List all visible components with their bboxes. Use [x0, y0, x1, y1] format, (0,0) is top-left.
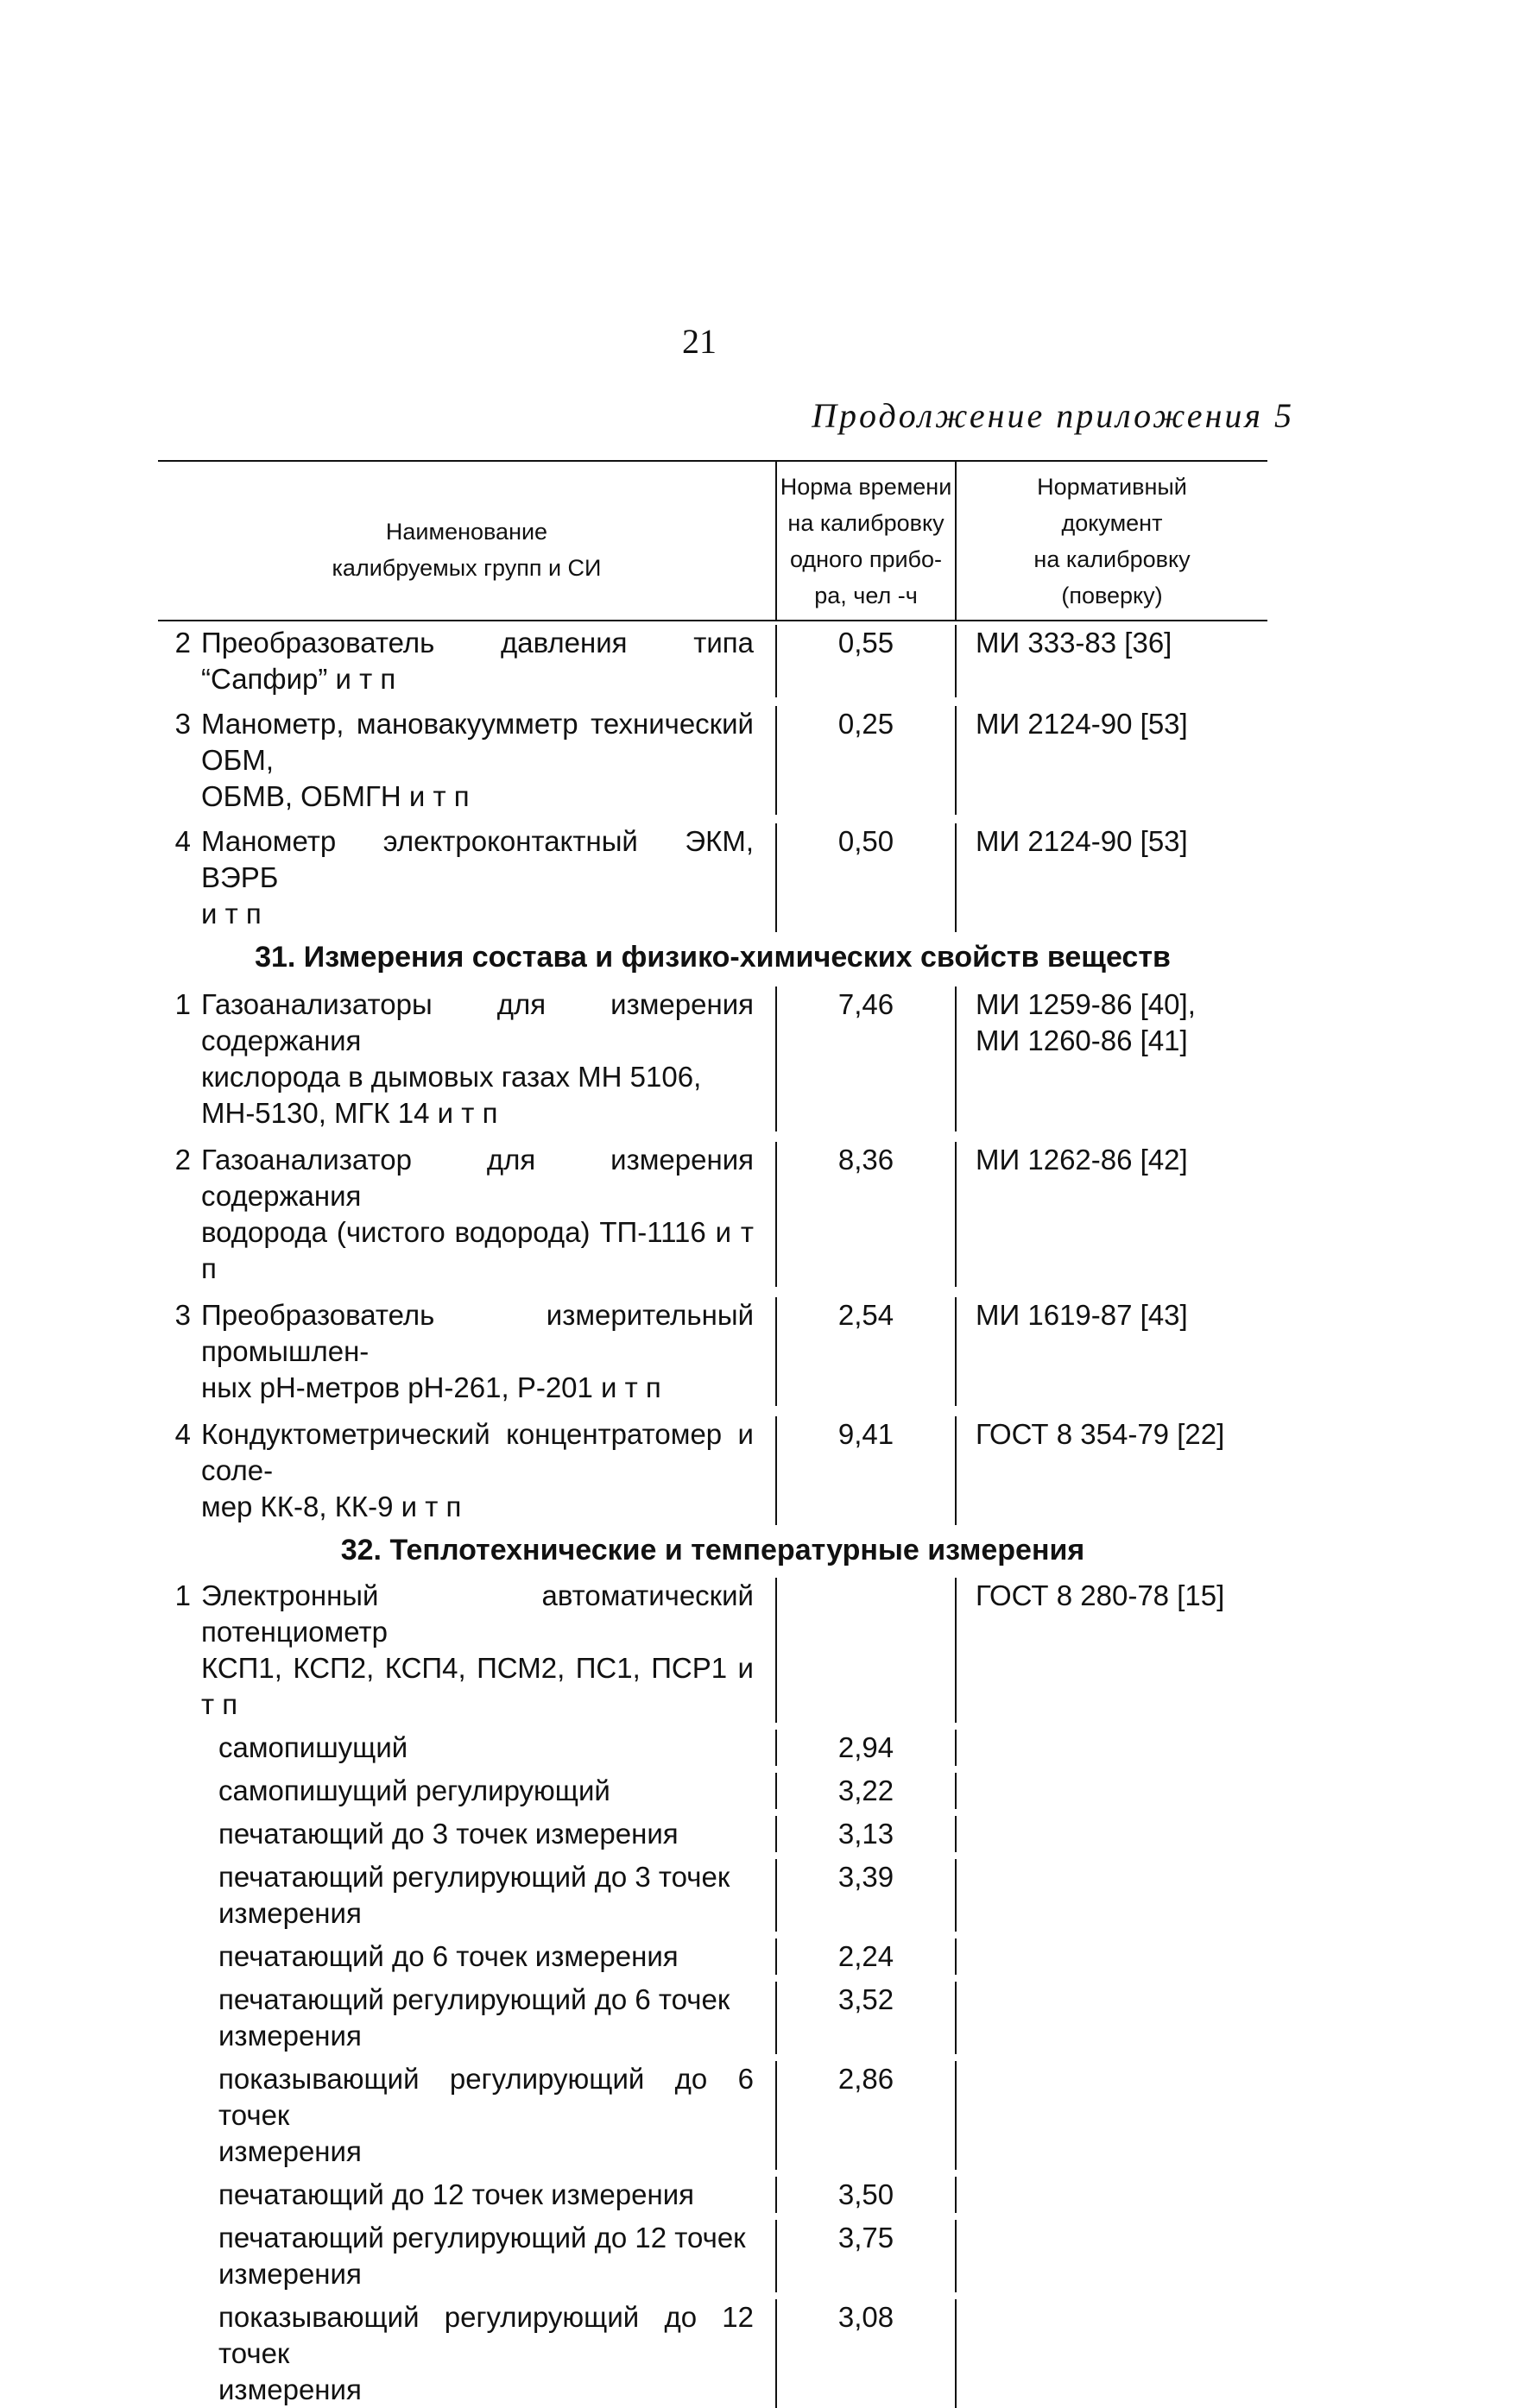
doc-line: МИ 1619-87 [43] [976, 1299, 1188, 1331]
table-row [158, 1932, 1267, 1975]
header-line: (поверку) [1061, 582, 1163, 608]
name-line: показывающий регулирующий до 6 точек [218, 2063, 754, 2131]
table-row [158, 1406, 1267, 1525]
doc-line: МИ 2124-90 [53] [976, 825, 1188, 857]
cell-name [158, 1816, 775, 1852]
cell-doc [957, 1773, 1267, 1809]
table-row [158, 1132, 1267, 1287]
cell-doc [957, 2299, 1267, 2408]
name-line: печатающий регулирующий до 12 точек [218, 2222, 746, 2254]
name-line: Кондуктометрический концентратомер и соле- [201, 1418, 754, 1486]
name-line: измерения [218, 2373, 362, 2405]
cell-doc [957, 2061, 1267, 2170]
name-line: МН-5130, МГК 14 и т п [201, 1097, 498, 1129]
table-row [158, 985, 1267, 1132]
row-name [201, 1142, 754, 1287]
name-line: Преобразователь давления типа “Сапфир” и т п [201, 627, 754, 695]
row-number: 2 [174, 1144, 191, 1176]
cell-norm: 2,86 [775, 2061, 957, 2170]
continuation-title: Продолжение приложения 5 [812, 396, 1294, 435]
cell-name [158, 1982, 775, 2054]
row-name [201, 1578, 754, 1723]
row-name [201, 1773, 754, 1809]
table-row [158, 2054, 1267, 2170]
name-line: печатающий регулирующий до 3 точек [218, 1861, 730, 1893]
cell-name [158, 1730, 775, 1766]
doc-line: МИ 1262-86 [42] [976, 1144, 1188, 1176]
cell-doc [957, 625, 1267, 697]
name-line: водорода (чистого водорода) ТП-1116 и т п [201, 1216, 754, 1284]
table-row [158, 2213, 1267, 2292]
row-name [201, 1297, 754, 1406]
row-name [201, 2299, 754, 2408]
cell-doc [957, 1416, 1267, 1525]
cell-name [158, 1297, 775, 1406]
cell-doc [957, 987, 1267, 1132]
cell-norm: 0,25 [775, 706, 957, 815]
name-line: печатающий до 12 точек измерения [218, 2178, 694, 2210]
table-row [158, 1723, 1267, 1766]
name-line: ОБМВ, ОБМГН и т п [201, 780, 470, 812]
cell-norm: 2,54 [775, 1297, 957, 1406]
table-row [158, 1287, 1267, 1406]
row-number: 1 [174, 988, 191, 1020]
row-name [201, 1416, 754, 1525]
cell-norm: 3,08 [775, 2299, 957, 2408]
header-line: ра, чел -ч [814, 582, 918, 608]
name-line: измерения [218, 2258, 362, 2290]
name-line: мер КК-8, КК-9 и т п [201, 1491, 462, 1522]
name-line: самопишущий регулирующий [218, 1774, 610, 1806]
header-line: одного прибо- [789, 545, 943, 572]
cell-name [158, 2220, 775, 2292]
cell-doc [957, 1730, 1267, 1766]
name-line: Электронный автоматический потенциометр [201, 1579, 754, 1648]
name-line: самопишущий [218, 1731, 408, 1763]
header-col-norm [775, 462, 957, 620]
cell-norm: 3,13 [775, 1816, 957, 1852]
row-name [201, 2061, 754, 2170]
doc-line: МИ 1259-86 [40], [976, 988, 1196, 1020]
table-row [158, 1766, 1267, 1809]
table-row [158, 697, 1267, 815]
cell-doc [957, 2220, 1267, 2292]
name-line: кислорода в дымовых газах МН 5106, [201, 1061, 702, 1093]
row-name [201, 1816, 754, 1852]
row-number: 2 [174, 627, 191, 659]
cell-norm: 3,52 [775, 1982, 957, 2054]
table-header [158, 462, 1267, 620]
cell-norm: 2,94 [775, 1730, 957, 1766]
row-name [201, 1938, 754, 1975]
header-col-name [158, 462, 775, 620]
cell-norm: 0,50 [775, 823, 957, 932]
table-row [158, 1975, 1267, 2054]
cell-doc [957, 823, 1267, 932]
cell-name [158, 625, 775, 697]
header-line: на калибровку [1033, 545, 1191, 572]
row-name [201, 1982, 754, 2054]
cell-name [158, 1578, 775, 1723]
header-line: калибруемых групп и СИ [332, 554, 602, 581]
group-thermal [158, 1578, 1267, 2408]
header-line: документ [1061, 509, 1163, 536]
name-line: Манометр, мановакуумметр технический ОБМ, [201, 708, 754, 776]
cell-norm [775, 1578, 957, 1723]
cell-norm: 8,36 [775, 1142, 957, 1287]
cell-name [158, 987, 775, 1132]
doc-line: МИ 333-83 [36] [976, 627, 1172, 659]
cell-norm: 3,39 [775, 1859, 957, 1932]
cell-norm: 2,24 [775, 1938, 957, 1975]
cell-doc [957, 1578, 1267, 1723]
cell-name [158, 2299, 775, 2408]
table-row [158, 1852, 1267, 1932]
cell-name [158, 1142, 775, 1287]
table-row [158, 1809, 1267, 1852]
row-number: 4 [174, 1418, 191, 1450]
doc-line: МИ 1260-86 [41] [976, 1024, 1188, 1056]
table-row [158, 2170, 1267, 2213]
table-row [158, 621, 1267, 697]
row-name [201, 1859, 754, 1932]
section-title-31: 31. Измерения состава и физико-химических свойств веществ [255, 941, 1171, 974]
cell-doc [957, 1142, 1267, 1287]
cell-norm: 3,75 [775, 2220, 957, 2292]
name-line: измерения [218, 2020, 362, 2052]
group-pressure [158, 621, 1267, 932]
name-line: ных рН-метров рН-261, Р-201 и т п [201, 1371, 661, 1403]
cell-name [158, 2061, 775, 2170]
cell-name [158, 823, 775, 932]
doc-line: ГОСТ 8 354-79 [22] [976, 1418, 1225, 1450]
row-name [201, 823, 754, 932]
cell-name [158, 1773, 775, 1809]
cell-name [158, 1859, 775, 1932]
row-name [201, 706, 754, 815]
header-line: Нормативный [1037, 473, 1187, 500]
cell-name [158, 706, 775, 815]
name-line: Манометр электроконтактный ЭКМ, ВЭРБ [201, 825, 754, 893]
cell-name [158, 2177, 775, 2213]
table-row [158, 815, 1267, 932]
cell-doc [957, 1938, 1267, 1975]
section-title-32: 32. Теплотехнические и температурные измерения [340, 1534, 1085, 1566]
row-number: 3 [174, 1299, 191, 1331]
row-number: 4 [174, 825, 191, 857]
cell-norm: 7,46 [775, 987, 957, 1132]
cell-doc [957, 706, 1267, 815]
cell-doc [957, 1816, 1267, 1852]
name-line: показывающий регулирующий до 12 точек [218, 2301, 754, 2369]
table-row [158, 2292, 1267, 2408]
cell-norm: 3,50 [775, 2177, 957, 2213]
name-line: Газоанализатор для измерения содержания [201, 1144, 754, 1212]
row-number: 3 [174, 708, 191, 740]
row-number: 1 [174, 1579, 191, 1611]
page-number: 21 [682, 322, 717, 361]
name-line: КСП1, КСП2, КСП4, ПСМ2, ПС1, ПСР1 и т п [201, 1652, 754, 1720]
cell-doc [957, 2177, 1267, 2213]
header-line: на калибровку [787, 509, 945, 536]
cell-norm: 0,55 [775, 625, 957, 697]
cell-norm: 9,41 [775, 1416, 957, 1525]
row-name [201, 2220, 754, 2292]
cell-doc [957, 1859, 1267, 1932]
name-line: Преобразователь измерительный промышлен- [201, 1299, 754, 1367]
calibration-norms-table [158, 460, 1267, 2408]
cell-norm: 3,22 [775, 1773, 957, 1809]
cell-name [158, 1938, 775, 1975]
name-line: печатающий регулирующий до 6 точек [218, 1983, 730, 2015]
header-line: Наименование [385, 518, 548, 545]
table-row [158, 1578, 1267, 1723]
row-name [201, 1730, 754, 1766]
name-line: и т п [201, 898, 262, 930]
name-line: измерения [218, 2135, 362, 2167]
row-name [201, 625, 754, 697]
name-line: печатающий до 3 точек измерения [218, 1818, 679, 1850]
name-line: измерения [218, 1897, 362, 1929]
name-line: Газоанализаторы для измерения содержания [201, 988, 754, 1056]
group-composition [158, 985, 1267, 1525]
cell-name [158, 1416, 775, 1525]
doc-line: МИ 2124-90 [53] [976, 708, 1188, 740]
row-name [201, 987, 754, 1132]
name-line: печатающий до 6 точек измерения [218, 1940, 679, 1972]
row-name [201, 2177, 754, 2213]
doc-line: ГОСТ 8 280-78 [15] [976, 1579, 1225, 1611]
header-line: Норма времени [780, 473, 952, 500]
cell-doc [957, 1297, 1267, 1406]
cell-doc [957, 1982, 1267, 2054]
header-col-doc [957, 462, 1267, 620]
